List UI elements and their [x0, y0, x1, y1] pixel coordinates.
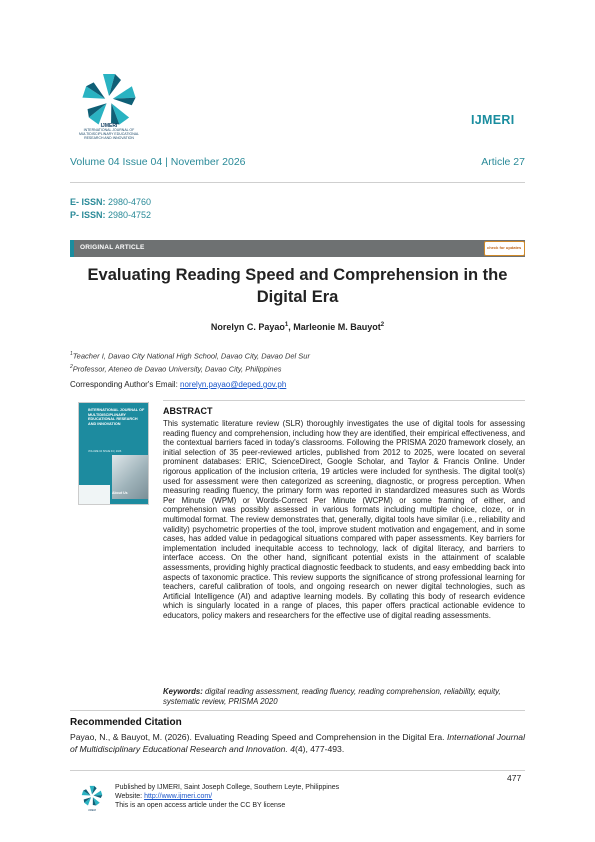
- corresponding-email-link[interactable]: norelyn.payao@deped.gov.ph: [180, 380, 287, 389]
- footer-logo-icon: [80, 782, 104, 810]
- abstract-heading: ABSTRACT: [163, 406, 213, 416]
- journal-brand: IJMERI: [471, 113, 515, 127]
- footer-website-label: Website:: [115, 793, 145, 800]
- affiliation-2: Professor, Ateneo de Davao University, Davao City, Philippines: [72, 364, 282, 373]
- footer-divider: [70, 770, 525, 771]
- author-1: Norelyn C. Payao: [210, 322, 285, 332]
- corresponding-label: Corresponding Author's Email:: [70, 380, 181, 389]
- volume-issue: Volume 04 Issue 04 | November 2026: [70, 156, 246, 168]
- pissn-label: P- ISSN:: [70, 210, 106, 220]
- eissn-value: 2980-4760: [105, 197, 152, 207]
- footer-text: [115, 783, 339, 810]
- article-type-label: ORIGINAL ARTICLE: [80, 244, 145, 251]
- author-separator: ,: [288, 322, 294, 332]
- keywords-list: digital reading assessment, reading fluency, reading comprehension, reliability, equity, systematic review, PRISMA 2020: [163, 687, 501, 706]
- header-divider: [70, 182, 525, 183]
- affiliations: [70, 349, 310, 374]
- abstract-bottom-divider: [70, 710, 525, 711]
- citation-plain: Payao, N., & Bauyot, M. (2026). Evaluating Reading Speed and Comprehension in the Digital Era.: [70, 732, 448, 742]
- author-2-sup: 2: [380, 322, 385, 328]
- author-1-sup: 1: [284, 322, 289, 328]
- issn-block: [70, 196, 151, 222]
- article-number: Article 27: [481, 156, 525, 168]
- logo-caption: [74, 124, 144, 140]
- author-2: Marleonie M. Bauyot: [293, 322, 381, 332]
- page-number: 477: [507, 773, 522, 783]
- footer-license: This is an open access article under the CC BY license: [115, 802, 286, 809]
- aff-2-sup: 2: [70, 363, 73, 370]
- footer-website-link[interactable]: http://www.ijmeri.com/: [144, 793, 213, 800]
- citation-text: [70, 731, 525, 755]
- article-title: Evaluating Reading Speed and Comprehension in the Digital Era: [87, 266, 508, 306]
- corresponding-email: [70, 380, 286, 389]
- eissn-label: E- ISSN:: [70, 197, 106, 207]
- keywords: [163, 687, 525, 706]
- citation-journal: International Journal of Multidisciplinary Educational Research and Innovation. 4: [70, 732, 525, 754]
- abstract-text: This systematic literature review (SLR) thoroughly investigates the use of digital tools for assessing reading fluency and comprehension, including how they are identified, their empirical effectiveness, and the contextual barriers faced in today's classrooms. Following the PRISMA 2020 framework closely, an initial selection of 35 peer-reviewed articles, published from 2012 to 2025, were located on several prominent databases: ERIC, ScienceDirect, Google Scholar, and Taylor & Francis Online. Under rigorous application of the inclusion criteria, 19 articles were included for synthesis. The digital tool(s) used for assessment were then categorized as screening, diagnostic, or progress perception. When measuring reading fluency, the primary form was reported in standardized measures such as Words Per Minute (WPM) or Words-Correct Per Minute (WCPM) or some framing of either, and comprehension was possibly assessed in various formats including multiple choice, cloze, or in multimodal format. The review demonstrates that, generally, digital tools have similar (i.e., reliability and validity) psychometric properties of the tool, improve student motivation and engagement, and in some cases, has added value in pedagogical situations compared with paper assessments. Key barriers for implementation included inequitable access to technology, lack of digital literacy, and barriers to interface access. On the other hand, significant potential exists in the attainment of scalable assessments, providing highly practical diagnostic feedback to students, and easy embedding back into aspects of taxonomic practice. This review supports the significance of strong professional learning for teachers, careful calibration of tools, and ongoing research on newer digital technologies, such as Artificial Intelligence (AI) and adaptive learning models. By collating this body of research evidence which is singularly located in a range of places, this paper offers practical actionable evidence to educators, policy makers and researchers for the effective use of digital reading assessments.: [163, 419, 525, 620]
- logo-caption-title: IJMERI: [100, 123, 118, 129]
- cover-subtitle: VOLUME 04 ISSUE 04 | 2026: [88, 450, 122, 453]
- pissn-value: 2980-4752: [105, 210, 152, 220]
- affiliation-1: Teacher I, Davao City National High School, Davao City, Davao Del Sur: [72, 351, 310, 361]
- cover-title: INTERNATIONAL JOURNAL OF MULTIDISCIPLINARY EDUCATIONAL RESEARCH AND INNOVATION: [88, 408, 145, 426]
- check-for-updates-label: check for updates: [487, 245, 522, 250]
- footer-publisher: Published by IJMERI, Saint Joseph College, Southern Leyte, Philippines: [115, 784, 340, 791]
- author-list: [70, 322, 525, 332]
- abstract-top-divider: [163, 400, 525, 401]
- keywords-label: Keywords:: [163, 687, 203, 696]
- citation-heading: Recommended Citation: [70, 717, 182, 728]
- citation-tail: (4), 477-493.: [295, 744, 345, 754]
- footer-logo-caption: IJMERI: [87, 809, 97, 812]
- logo-caption-subtitle: INTERNATIONAL JOURNAL OF MULTIDISCIPLINARY EDUCATIONAL RESEARCH AND INNOVATION: [78, 128, 140, 140]
- aff-1-sup: 1: [70, 351, 73, 357]
- cover-about-label: About Us: [112, 491, 128, 495]
- cover-footer-panel: [79, 485, 110, 504]
